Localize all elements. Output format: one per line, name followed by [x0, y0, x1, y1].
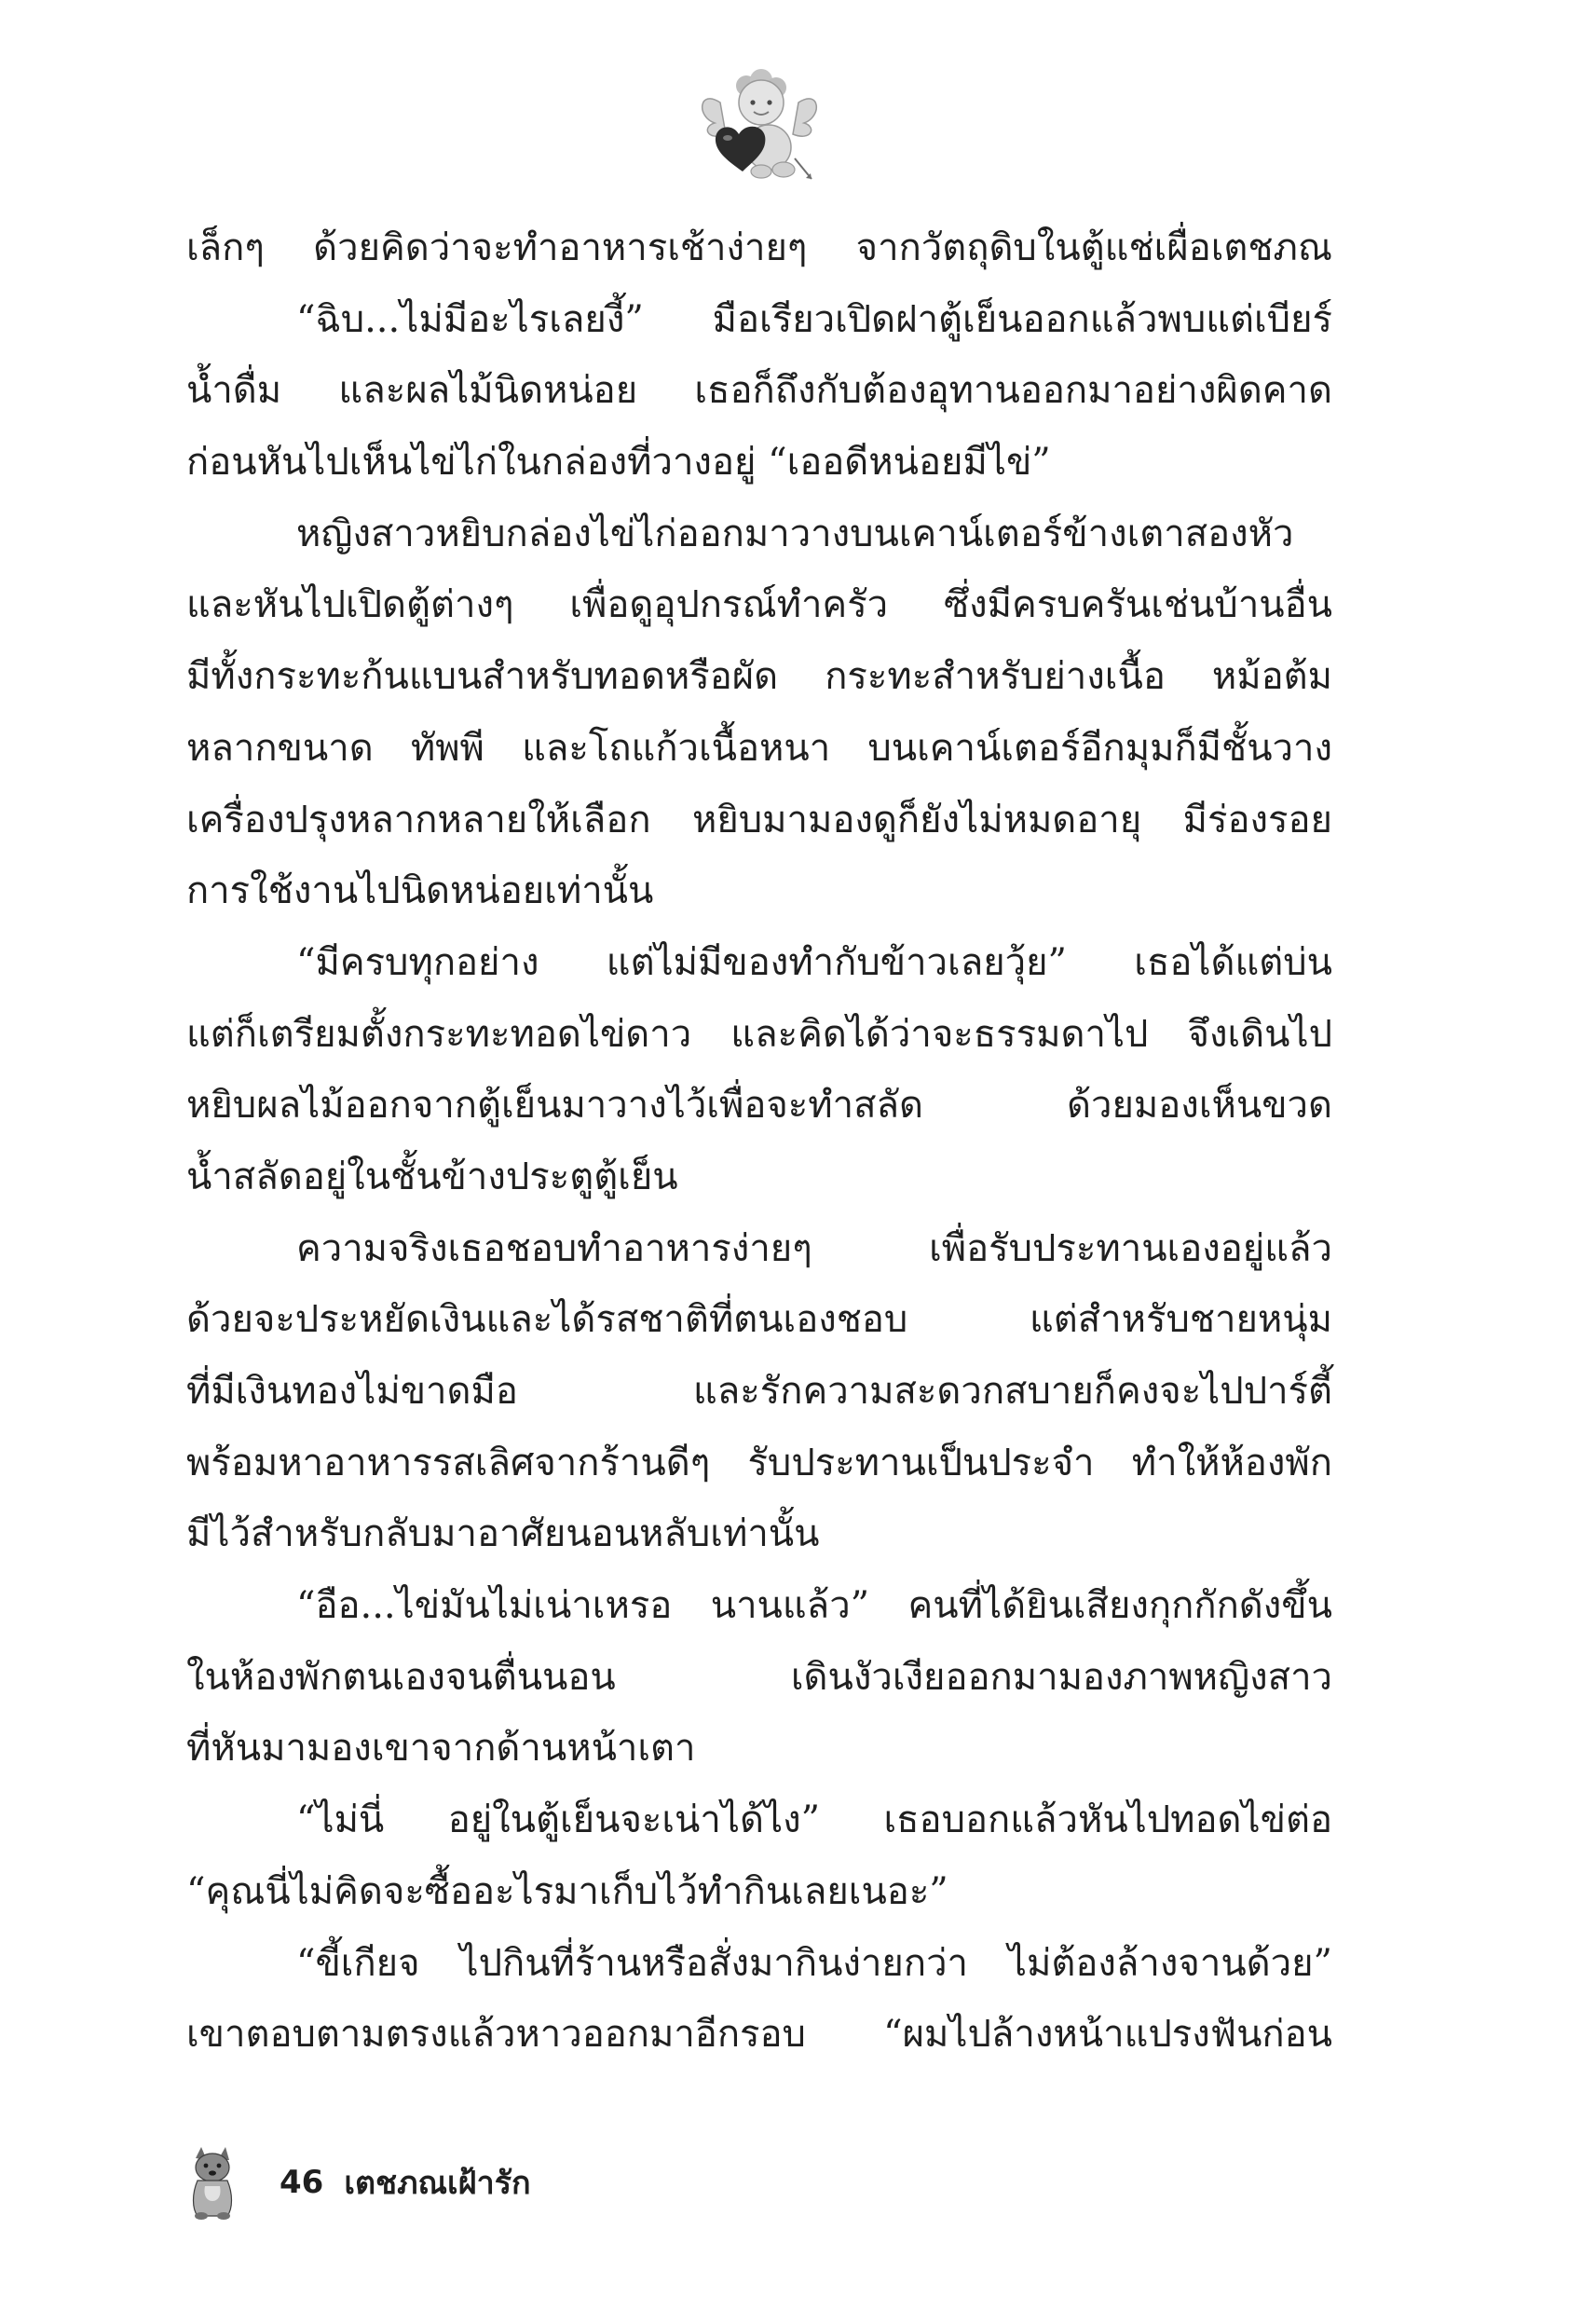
text-line: “ฉิบ...ไม่มีอะไรเลยงี้” มือเรียวเปิดฝาตู้เย็นออกแล้วพบแต่เบียร์	[296, 297, 1332, 341]
text-line: มีไว้สำหรับกลับมาอาศัยนอนหลับเท่านั้น	[186, 1512, 820, 1556]
text-line: มีทั้งกระทะก้นแบนสำหรับทอดหรือผัด กระทะสำหรับย่างเนื้อ หม้อต้ม	[186, 655, 1332, 699]
text-line: “ไม่นี่ อยู่ในตู้เย็นจะเน่าได้ไง” เธอบอกแล้วหันไปทอดไข่ต่อ	[296, 1798, 1332, 1842]
text-line: “ขี้เกียจ ไปกินที่ร้านหรือสั่งมากินง่ายกว่า ไม่ต้องล้างจานด้วย”	[296, 1941, 1332, 1985]
text-line: แต่ก็เตรียมตั้งกระทะทอดไข่ดาว และคิดได้ว่าจะธรรมดาไป จึงเดินไป	[186, 1012, 1332, 1056]
page-footer	[186, 2145, 531, 2220]
text-line: น้ำดื่ม และผลไม้นิดหน่อย เธอก็ถึงกับต้องอุทานออกมาอย่างผิดคาด	[186, 369, 1332, 413]
book-title: เตชภณเฝ้ารัก	[344, 2165, 531, 2202]
text-line: “อือ...ไข่มันไม่เน่าเหรอ นานแล้ว” คนที่ได้ยินเสียงกุกกักดังขึ้น	[296, 1584, 1332, 1628]
text-line: และหันไปเปิดตู้ต่างๆ เพื่อดูอุปกรณ์ทำครัว ซึ่งมีครบครันเช่นบ้านอื่น	[186, 583, 1332, 627]
cupid-with-heart-icon	[694, 65, 825, 186]
text-line: “คุณนี่ไม่คิดจะซื้ออะไรมาเก็บไว้ทำกินเลยเนอะ”	[186, 1869, 948, 1913]
text-line: หยิบผลไม้ออกจากตู้เย็นมาวางไว้เพื่อจะทำสลัด ด้วยมองเห็นขวด	[186, 1084, 1332, 1128]
text-line: เครื่องปรุงหลากหลายให้เลือก หยิบมามองดูก็ยังไม่หมดอายุ มีร่องรอย	[186, 798, 1332, 841]
text-line: เล็กๆ ด้วยคิดว่าจะทำอาหารเช้าง่ายๆ จากวัตถุดิบในตู้แช่เผื่อเตชภณ	[186, 226, 1332, 269]
page-number: 46	[280, 2164, 324, 2201]
text-line: ในห้องพักตนเองจนตื่นนอน เดินงัวเงียออกมามองภาพหญิงสาว	[186, 1655, 1332, 1699]
text-line: ด้วยจะประหยัดเงินและได้รสชาติที่ตนเองชอบ แต่สำหรับชายหนุ่ม	[186, 1298, 1332, 1342]
text-line: หลากขนาด ทัพพี และโถแก้วเนื้อหนา บนเคาน์เตอร์อีกมุมก็มีชั้นวาง	[186, 726, 1332, 770]
text-line: ก่อนหันไปเห็นไข่ไก่ในกล่องที่วางอยู่ “เออดีหน่อยมีไข่”	[186, 441, 1051, 485]
text-line: เขาตอบตามตรงแล้วหาวออกมาอีกรอบ “ผมไปล้างหน้าแปรงฟันก่อน	[186, 2013, 1332, 2057]
text-line: การใช้งานไปนิดหน่อยเท่านั้น	[186, 869, 654, 913]
text-line: “มีครบทุกอย่าง แต่ไม่มีของทำกับข้าวเลยวุ้ย” เธอได้แต่บ่น	[296, 940, 1332, 984]
text-line: พร้อมหาอาหารรสเลิศจากร้านดีๆ รับประทานเป็นประจำ ทำให้ห้องพัก	[186, 1441, 1332, 1484]
text-line: ที่หันมามองเขาจากด้านหน้าเตา	[186, 1727, 696, 1771]
text-line: หญิงสาวหยิบกล่องไข่ไก่ออกมาวางบนเคาน์เตอร์ข้างเตาสองหัว	[296, 512, 1294, 555]
body-text	[186, 212, 1332, 2071]
text-line: ความจริงเธอชอบทำอาหารง่ายๆ เพื่อรับประทานเองอยู่แล้ว	[296, 1226, 1332, 1270]
text-line: ที่มีเงินทองไม่ขาดมือ และรักความสะดวกสบายก็คงจะไปปาร์ตี้	[186, 1370, 1332, 1413]
text-line: น้ำสลัดอยู่ในชั้นข้างประตูตู้เย็น	[186, 1155, 678, 1198]
puppy-icon	[186, 2145, 239, 2220]
